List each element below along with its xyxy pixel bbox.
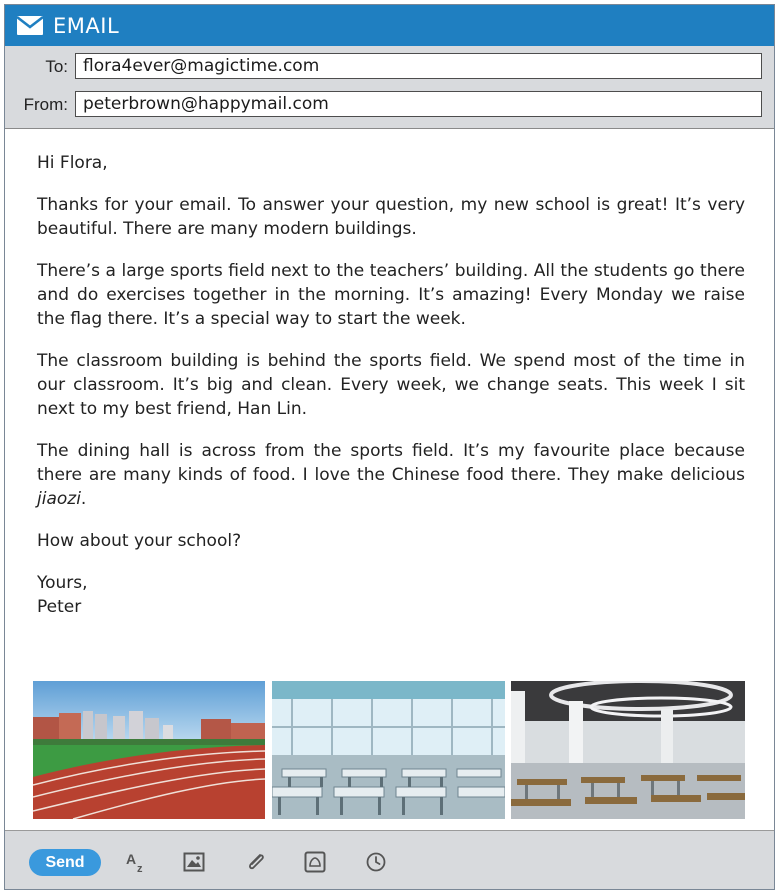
envelope-icon bbox=[17, 16, 43, 36]
to-label: To: bbox=[45, 57, 68, 76]
email-header bbox=[5, 46, 774, 128]
window-title: EMAIL bbox=[53, 13, 120, 38]
classroom-photo[interactable] bbox=[272, 681, 505, 819]
paragraph-1: Thanks for your email. To answer your question, my new school is great! It’s very beautiful. There are many modern buildings. bbox=[37, 195, 745, 239]
svg-text:A: A bbox=[126, 851, 137, 867]
paragraph-4-text: The dining hall is across from the sports field. It’s my favourite place because there are many kinds of food. I love the Chinese food there. They make delicious bbox=[37, 441, 745, 485]
signature: Peter bbox=[37, 597, 82, 617]
attachments bbox=[33, 681, 745, 819]
message-body[interactable] bbox=[5, 128, 774, 834]
svg-text:z: z bbox=[137, 863, 143, 874]
to-row bbox=[5, 53, 774, 81]
paragraph-4-italic: jiaozi bbox=[37, 489, 81, 509]
sports-field-photo[interactable] bbox=[33, 681, 265, 819]
message-text bbox=[37, 151, 745, 619]
paragraph-3: The classroom building is behind the sports field. We spend most of the time in our classroom. It’s big and clean. Every week, we change seats. This week I sit next to my best friend, Han Lin. bbox=[37, 351, 745, 419]
closing: Yours, bbox=[37, 573, 88, 593]
dining-hall-photo[interactable] bbox=[511, 681, 745, 819]
from-label: From: bbox=[23, 95, 68, 114]
compose-toolbar bbox=[5, 830, 774, 889]
greeting: Hi Flora, bbox=[37, 153, 108, 173]
paragraph-4-end: . bbox=[80, 489, 87, 509]
to-field[interactable]: flora4ever@magictime.com bbox=[75, 53, 762, 79]
clock-icon[interactable] bbox=[363, 848, 389, 876]
send-button[interactable]: Send bbox=[29, 849, 101, 876]
from-row bbox=[5, 91, 774, 119]
from-field[interactable]: peterbrown@happymail.com bbox=[75, 91, 762, 117]
emoji-icon[interactable] bbox=[302, 848, 328, 876]
text-format-icon[interactable] bbox=[123, 848, 149, 876]
title-bar bbox=[5, 5, 774, 46]
image-icon[interactable] bbox=[181, 848, 207, 876]
question: How about your school? bbox=[37, 531, 242, 551]
attach-icon[interactable] bbox=[243, 848, 269, 876]
paragraph-4 bbox=[37, 439, 745, 511]
email-window bbox=[4, 4, 775, 890]
paragraph-2: There’s a large sports field next to the teachers’ building. All the students go there and do exercises together in the morning. It’s amazing! Every Monday we raise the flag there. It’s a special way to start the week. bbox=[37, 261, 745, 329]
